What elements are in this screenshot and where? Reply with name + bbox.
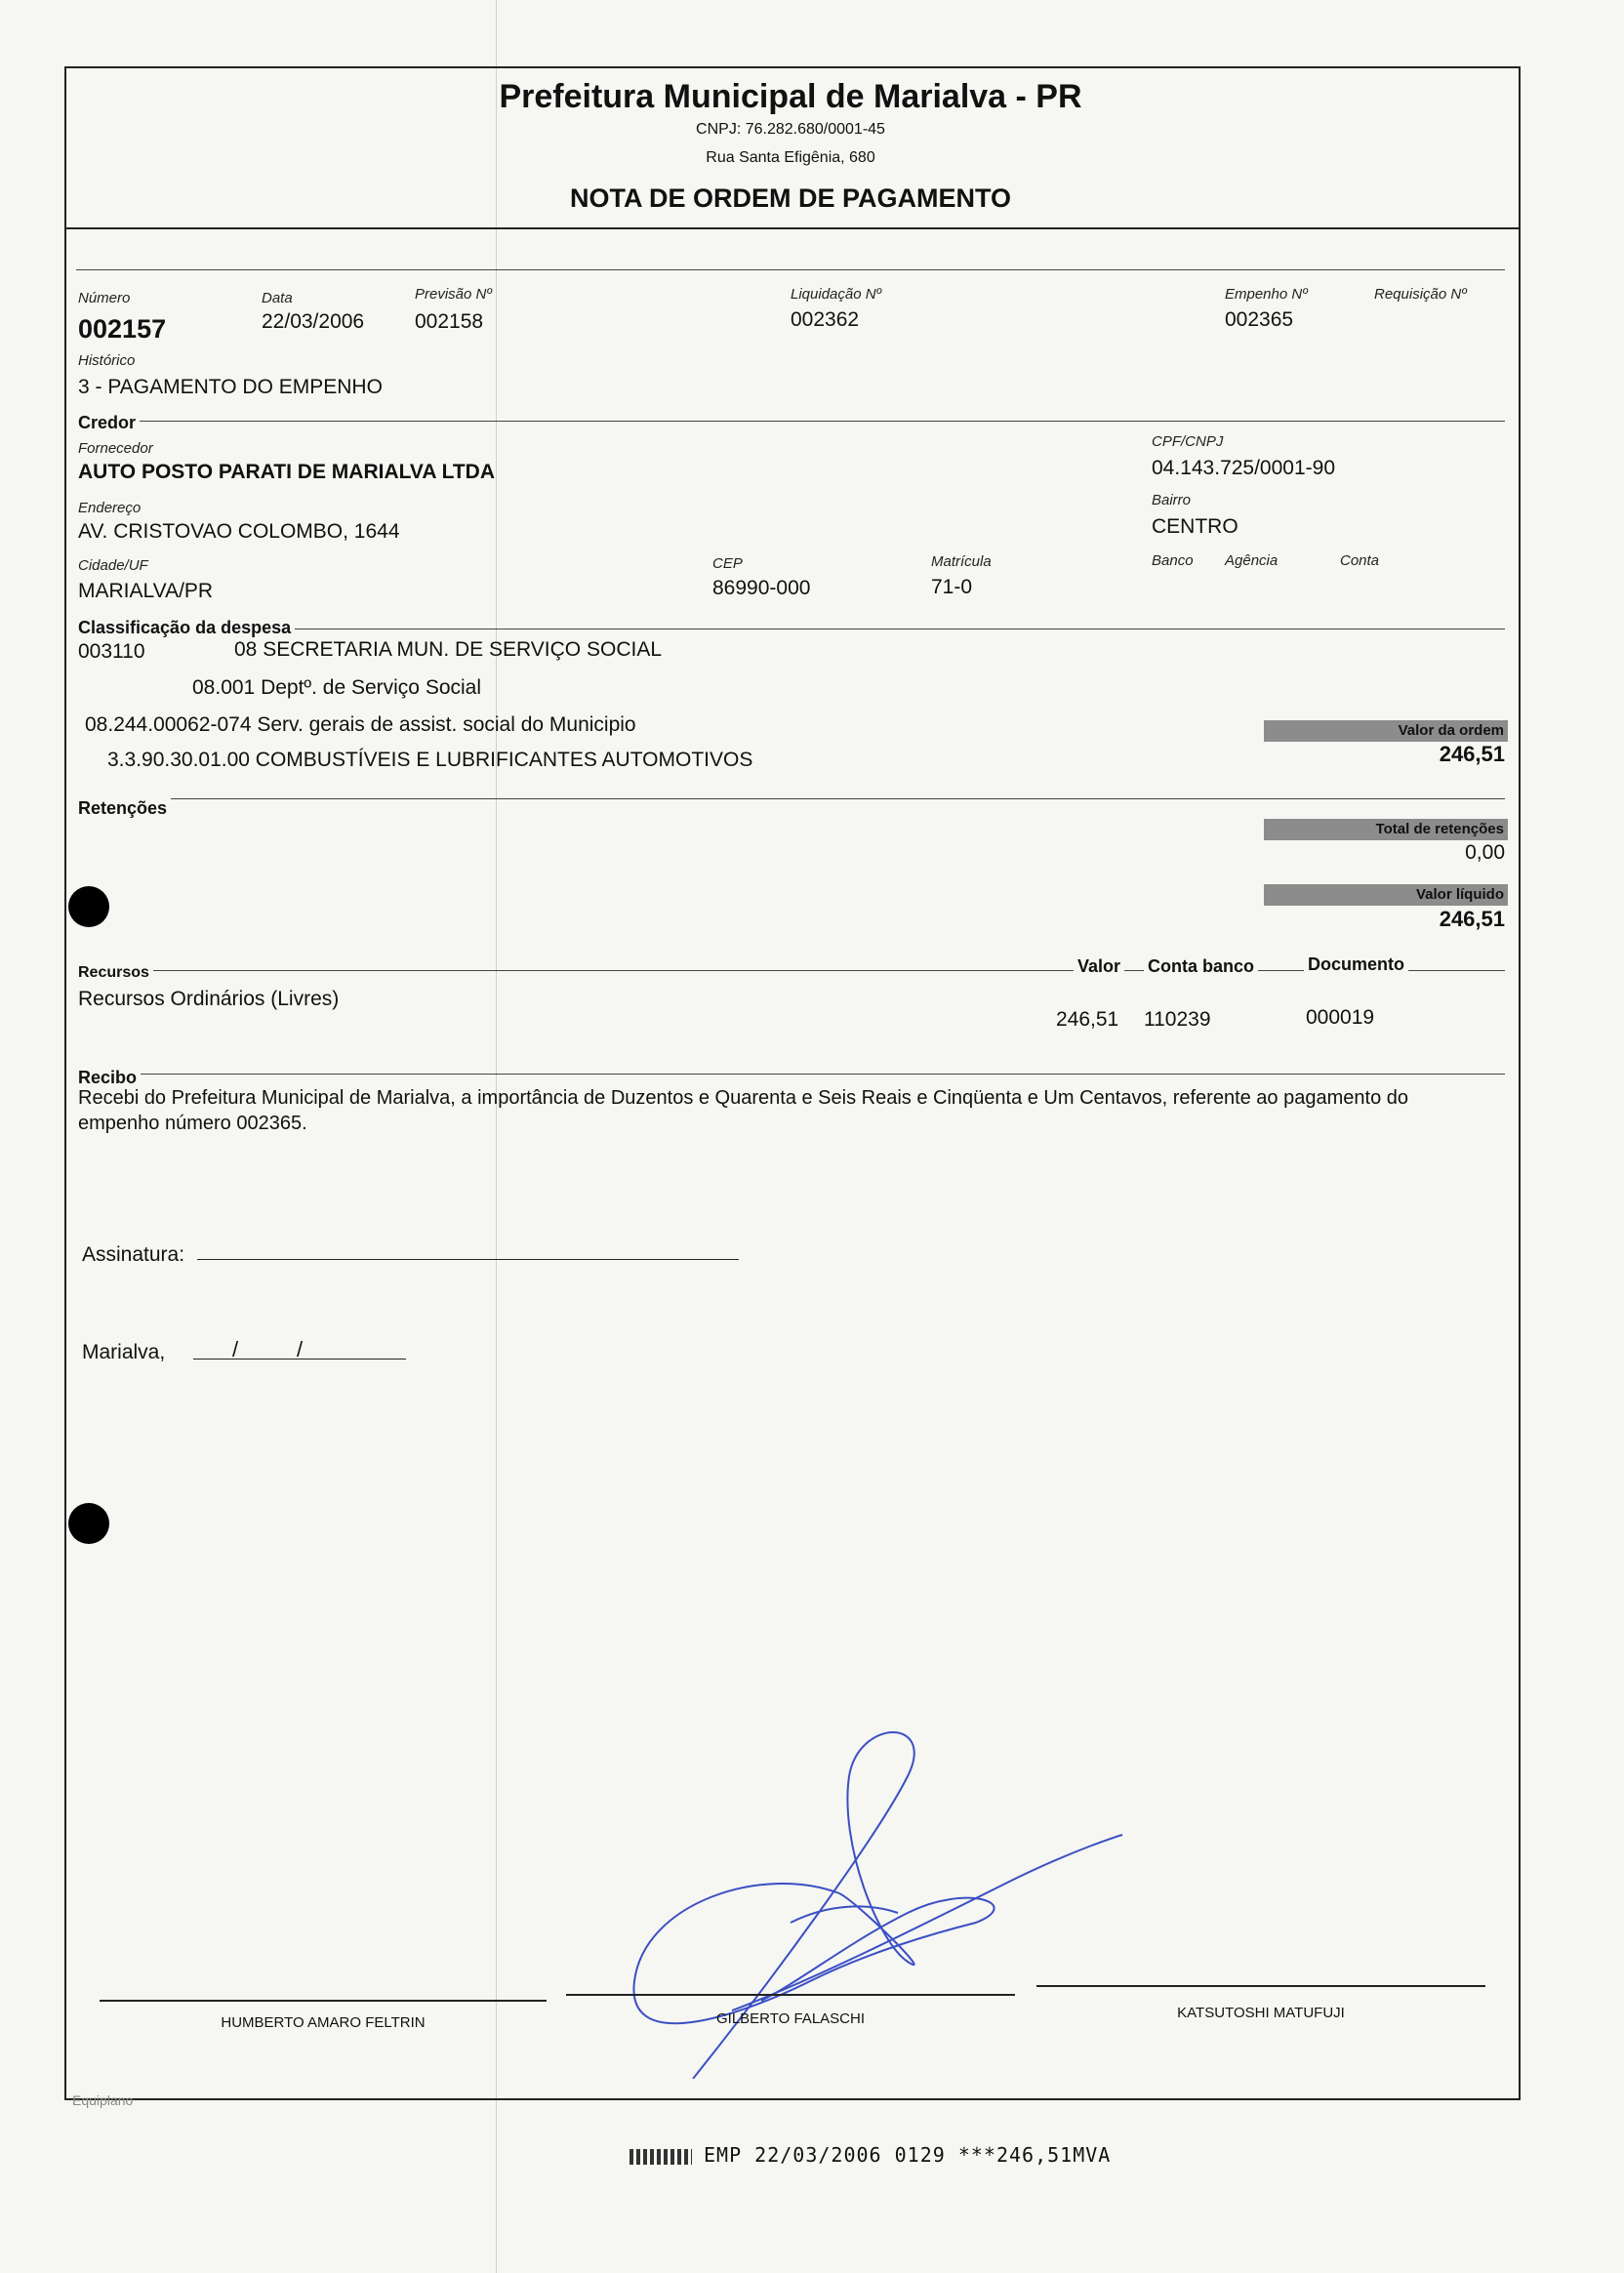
matricula-label: Matrícula xyxy=(931,553,992,570)
data-label: Data xyxy=(262,290,293,306)
credor-section-label: Credor xyxy=(78,413,140,433)
classificacao-line1: 08 SECRETARIA MUN. DE SERVIÇO SOCIAL xyxy=(234,638,663,661)
classificacao-code: 003110 xyxy=(78,640,145,663)
recibo-section-label: Recibo xyxy=(78,1068,141,1088)
recursos-conta: 110239 xyxy=(1144,1008,1211,1031)
total-retencoes-value: 0,00 xyxy=(1465,841,1505,864)
empenho-label: Empenho Nº xyxy=(1225,286,1308,303)
cpf-label: CPF/CNPJ xyxy=(1152,433,1224,450)
recursos-documento: 000019 xyxy=(1306,1006,1375,1029)
recursos-descricao: Recursos Ordinários (Livres) xyxy=(78,988,340,1010)
cidade-value: MARIALVA/PR xyxy=(78,580,214,602)
total-retencoes-label: Total de retenções xyxy=(1264,819,1508,840)
cidade-label: Cidade/UF xyxy=(78,557,148,574)
cpf-value: 04.143.725/0001-90 xyxy=(1152,457,1336,479)
retencoes-rule xyxy=(78,798,1505,799)
stamp-mark-icon xyxy=(629,2149,692,2165)
header-divider xyxy=(64,227,1519,229)
fornecedor-value: AUTO POSTO PARATI DE MARIALVA LTDA xyxy=(78,461,495,483)
valor-ordem-label: Valor da ordem xyxy=(1264,720,1508,742)
header-cnpj: CNPJ: 76.282.680/0001-45 xyxy=(696,121,885,138)
stamp-text: EMP 22/03/2006 0129 ***246,51MVA xyxy=(704,2143,1112,2167)
agencia-label: Agência xyxy=(1225,552,1279,569)
classificacao-line4: 3.3.90.30.01.00 COMBUSTÍVEIS E LUBRIFICANTES AUTOMOTIVOS xyxy=(107,749,753,771)
banco-label: Banco xyxy=(1152,552,1194,569)
local-label: Marialva, xyxy=(82,1341,166,1363)
signature-line-3 xyxy=(1036,1985,1485,1987)
fornecedor-label: Fornecedor xyxy=(78,440,153,457)
retencoes-section-label: Retenções xyxy=(78,798,171,819)
punch-hole-bottom xyxy=(68,1503,109,1544)
conta-label: Conta xyxy=(1340,552,1380,569)
historico-label: Histórico xyxy=(78,352,136,369)
signatory-2: GILBERTO FALASCHI xyxy=(716,2010,865,2027)
document-title: NOTA DE ORDEM DE PAGAMENTO xyxy=(569,183,1011,213)
bairro-value: CENTRO xyxy=(1152,515,1238,538)
recursos-conta-header: Conta banco xyxy=(1144,956,1258,977)
assinatura-line xyxy=(197,1259,739,1260)
previsao-value: 002158 xyxy=(415,310,484,333)
recibo-text: Recebi do Prefeitura Municipal de Marialva, a importância de Duzentos e Quarenta e Seis Reais e Cinqüenta e Um Centavos, referente ao pagamento do empenho número 002365. xyxy=(78,1087,1408,1134)
mechanical-stamp xyxy=(629,2143,1111,2167)
numero-label: Número xyxy=(78,290,131,306)
liquidacao-value: 002362 xyxy=(791,308,860,331)
recursos-section-label: Recursos xyxy=(78,964,153,982)
cep-value: 86990-000 xyxy=(712,577,811,599)
page-title: Prefeitura Municipal de Marialva - PR xyxy=(499,78,1082,115)
assinatura-label: Assinatura: xyxy=(82,1243,185,1266)
signature-line-1 xyxy=(100,2000,547,2002)
date-slash-2: / xyxy=(297,1337,304,1361)
numero-value: 002157 xyxy=(78,314,167,344)
signatory-1: HUMBERTO AMARO FELTRIN xyxy=(221,2014,426,2031)
bairro-label: Bairro xyxy=(1152,492,1192,508)
credor-rule xyxy=(78,421,1505,422)
recursos-documento-header: Documento xyxy=(1304,954,1408,975)
liquidacao-label: Liquidação Nº xyxy=(791,286,882,303)
empenho-value: 002365 xyxy=(1225,308,1294,331)
valor-liquido-label: Valor líquido xyxy=(1264,884,1508,906)
classificacao-line2: 08.001 Deptº. de Serviço Social xyxy=(192,676,482,699)
signature-line-2 xyxy=(566,1994,1015,1996)
recibo-rule xyxy=(78,1074,1505,1075)
valor-liquido-value: 246,51 xyxy=(1439,907,1505,931)
signatory-3: KATSUTOSHI MATUFUJI xyxy=(1177,2005,1345,2021)
punch-hole-top xyxy=(68,886,109,927)
endereco-label: Endereço xyxy=(78,500,142,516)
recursos-valor: 246,51 xyxy=(1056,1008,1119,1031)
recursos-valor-header: Valor xyxy=(1074,956,1124,977)
previsao-label: Previsão Nº xyxy=(415,286,492,303)
valor-ordem-value: 246,51 xyxy=(1439,742,1505,766)
software-footer: Equiplano xyxy=(72,2092,134,2108)
endereco-value: AV. CRISTOVAO COLOMBO, 1644 xyxy=(78,520,400,543)
requisicao-label: Requisição Nº xyxy=(1374,286,1467,303)
fields-top-rule xyxy=(76,269,1505,270)
classificacao-section-label: Classificação da despesa xyxy=(78,618,295,638)
matricula-value: 71-0 xyxy=(931,576,973,598)
cep-label: CEP xyxy=(712,555,743,572)
historico-value: 3 - PAGAMENTO DO EMPENHO xyxy=(78,376,383,398)
classificacao-line3: 08.244.00062-074 Serv. gerais de assist. social do Municipio xyxy=(85,713,636,736)
date-slash-1: / xyxy=(232,1337,239,1361)
recursos-rule xyxy=(78,970,1505,971)
data-value: 22/03/2006 xyxy=(262,310,365,333)
header-address: Rua Santa Efigênia, 680 xyxy=(706,149,875,166)
